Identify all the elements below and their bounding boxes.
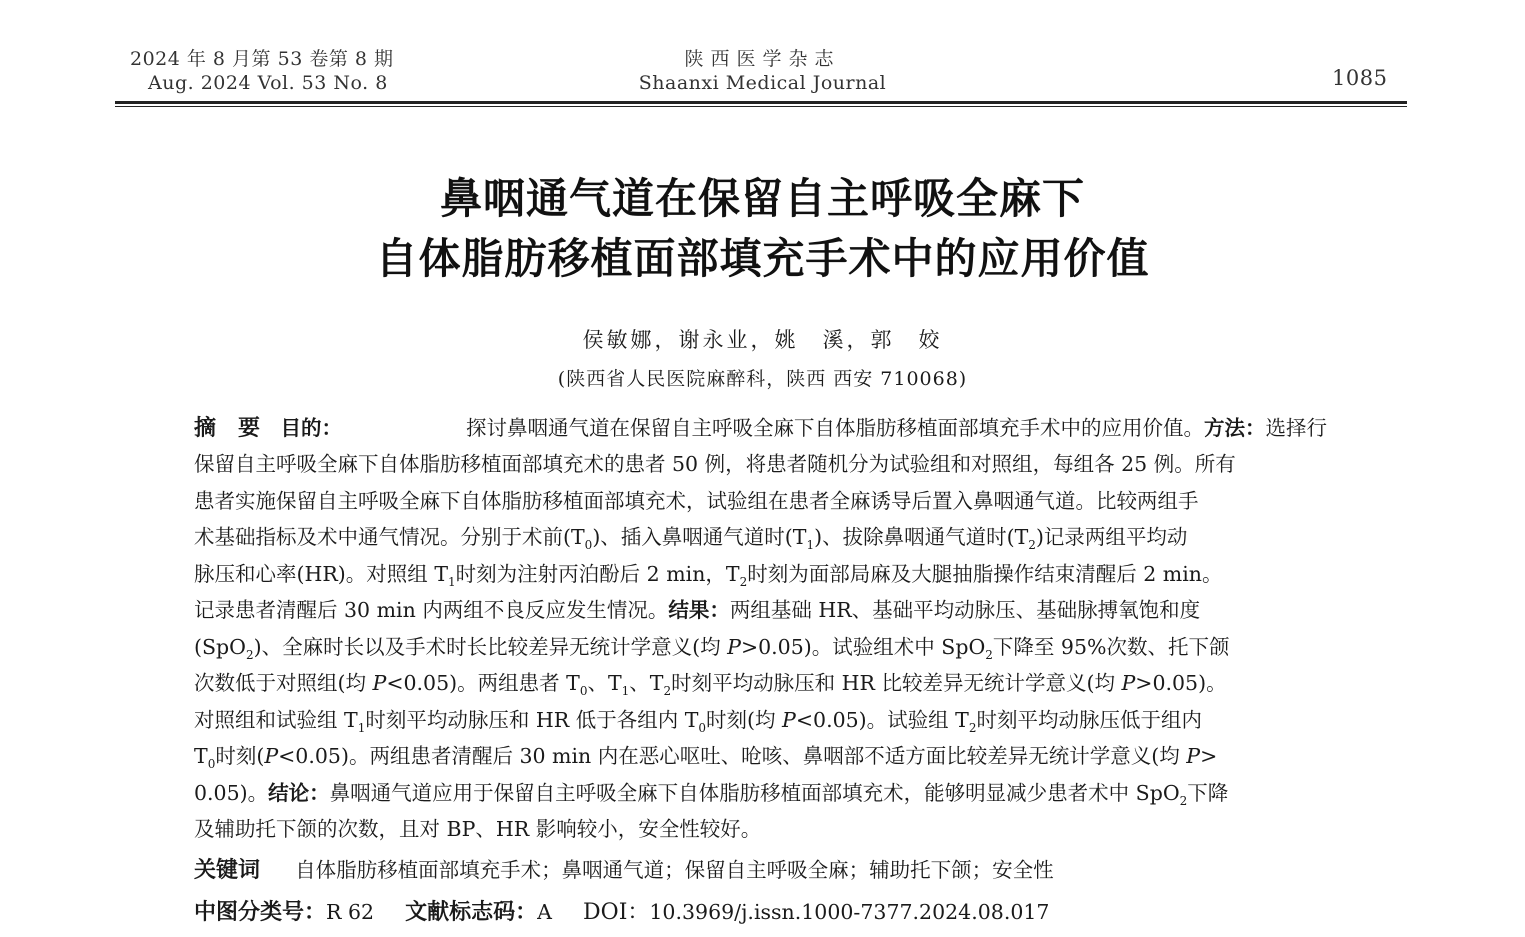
abstract-line-6: 记录患者清醒后 30 min 内两组不良反应发生情况。结果：两组基础 HR、基础平均动脉压、基础脉搏氧饱和度 — [194, 598, 1201, 622]
abstract-line-12: 及辅助托下颌的次数，且对 BP、HR 影响较小，安全性较好。 — [194, 817, 762, 841]
authors: 侯敏娜，谢永业，姚 溪，郭 姣 — [582, 328, 943, 352]
abstract-line-11: 0.05)。结论：鼻咽通气道应用于保留自主呼吸全麻下自体脂肪移植面部填充术，能够明显减少患者术中 SpO$_2$下降 — [194, 781, 1229, 809]
issue-cn: 2024 年 8 月第 53 卷第 8 期 — [130, 48, 394, 70]
conclusion-label: 结论： — [268, 781, 330, 805]
issue-en: Aug. 2024 Vol. 53 No. 8 — [148, 72, 388, 94]
objective-label: 目的： — [280, 416, 343, 440]
keywords-label: 关键词 — [194, 858, 261, 883]
doi-value: 10.3969/j.issn.1000-7377.2024.08.017 — [649, 900, 1050, 924]
abstract-line-5: 脉压和心率(HR)。对照组 $T_1$时刻为注射丙泊酚后 2 min，$T_2$时刻为面部局麻及大腿抽脂操作结束清醒后 2 min。 — [194, 562, 1223, 590]
affiliation: (陕西省人民医院麻醉科，陕西 西安 710068) — [557, 368, 968, 390]
doi-label: DOI： — [583, 900, 650, 925]
keywords-row — [194, 853, 1054, 884]
abstract-line-8: 次数低于对照组(均 P<0.05)。两组患者 $T_0$、$T_1$、$T_2$时刻平均动脉压和 HR 比较差异无统计学意义(均 P>0.05)。 — [194, 671, 1227, 699]
page-number: 1085 — [1332, 66, 1388, 90]
clc-label: 中图分类号： — [194, 900, 327, 925]
journal-name-cn: 陕西医学杂志 — [684, 48, 841, 70]
doc-code-label: 文献标志码： — [405, 900, 538, 925]
abstract-line-1: 摘 要 目的： 探讨鼻咽通气道在保留自主呼吸全麻下自体脂肪移植面部填充手术中的应用价值。方法：选择行 — [194, 416, 1327, 441]
journal-name-en: Shaanxi Medical Journal — [638, 72, 887, 94]
abstract-line-9: 对照组和试验组 $T_1$时刻平均动脉压和 HR 低于各组内 $T_0$时刻(均 P<0.05)。试验组 $T_2$时刻平均动脉压低于组内 — [194, 708, 1202, 736]
methods-label: 方法： — [1204, 416, 1266, 440]
abstract-line-2: 保留自主呼吸全麻下自体脂肪移植面部填充术的患者 50 例，将患者随机分为试验组和对照组，每组各 25 例。所有 — [194, 452, 1236, 476]
header-rule-thick — [115, 101, 1407, 104]
title-line-2: 自体脂肪移植面部填充手术中的应用价值 — [375, 234, 1150, 283]
keywords-text: 自体脂肪移植面部填充手术；鼻咽通气道；保留自主呼吸全麻；辅助托下颌；安全性 — [295, 858, 1054, 882]
clc-value: R 62 — [326, 900, 375, 924]
header-rule-thin — [115, 106, 1407, 107]
title-line-1: 鼻咽通气道在保留自主呼吸全麻下 — [439, 174, 1085, 223]
abstract-line-7: (SpO$_2$)、全麻时长以及手术时长比较差异无统计学意义(均 P>0.05)。试验组术中 SpO$_2$下降至 95%次数、托下颌 — [194, 635, 1230, 663]
abstract-label: 摘 要 — [194, 416, 261, 441]
abstract-line-3: 患者实施保留自主呼吸全麻下自体脂肪移植面部填充术，试验组在患者全麻诱导后置入鼻咽通气道。比较两组手 — [194, 489, 1199, 513]
doc-code-value: A — [537, 900, 552, 924]
classification-row — [194, 895, 1049, 926]
abstract-line-10: $T_0$时刻(P<0.05)。两组患者清醒后 30 min 内在恶心呕吐、呛咳、鼻咽部不适方面比较差异无统计学意义(均 P> — [194, 744, 1218, 772]
results-label: 结果： — [668, 598, 730, 622]
abstract-line-4: 术基础指标及术中通气情况。分别于术前$(T_0)$、插入鼻咽通气道时$(T_1)$、拔除鼻咽通气道时$(T_2)$记录两组平均动 — [194, 525, 1188, 553]
